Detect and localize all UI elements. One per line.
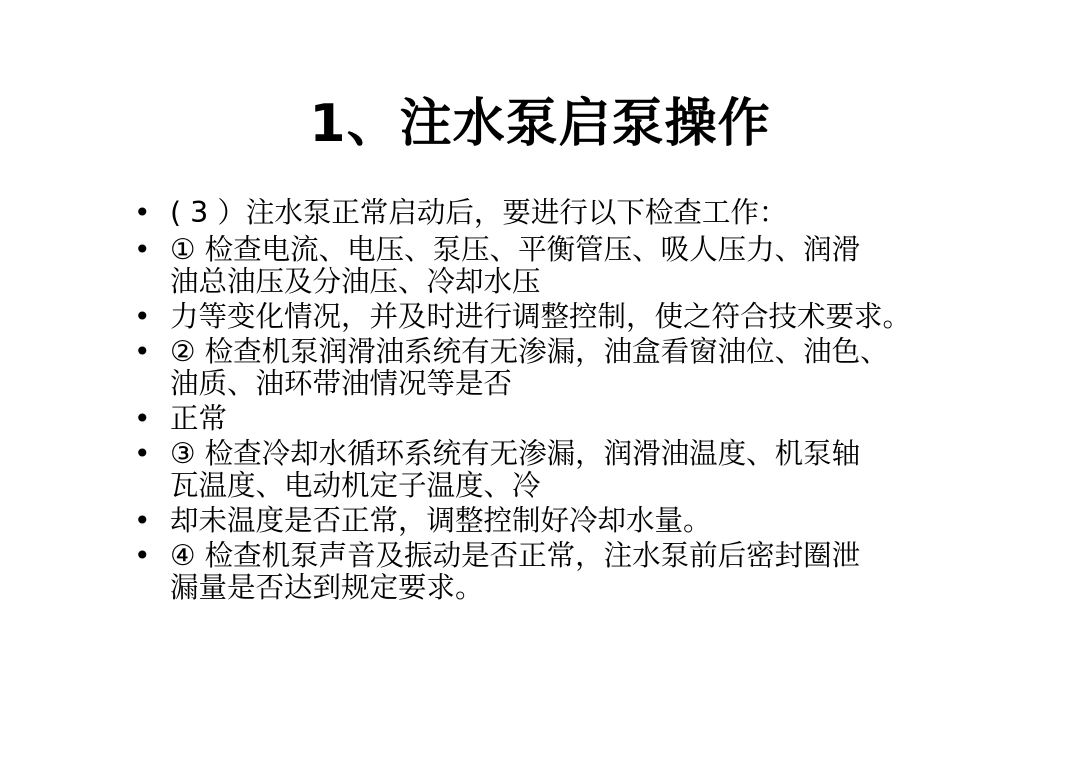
list-item [130,301,990,333]
list-item [130,403,990,435]
bullet-icon: • [134,300,151,333]
list-item [130,234,990,298]
bullet-icon: • [134,437,151,470]
bullet-icon: • [134,196,151,229]
list-item-text: ① 检查电流、电压、泵压、平衡管压、吸人压力、润滑 [170,233,861,266]
list-item-text: ④ 检查机泵声音及振动是否正常，注水泵前后密封圈泄 [170,539,861,572]
bullet-icon: • [134,539,151,572]
list-item [130,336,990,400]
list-item-text: 瓦温度、电动机定子温度、冷 [170,469,541,502]
bullet-icon: • [134,402,151,435]
list-item-text: 漏量是否达到规定要求。 [170,571,484,604]
list-item-text: ( 3 ）注水泵正常启动后，要进行以下检查工作： [170,196,788,229]
bullet-icon: • [134,233,151,266]
slide-title: 1、注水泵启泵操作 [309,94,771,154]
list-item-text: 油总油压及分油压、冷却水压 [170,265,541,298]
list-item [130,197,990,229]
list-item [130,540,990,604]
list-item [130,438,990,502]
list-item-text: ③ 检查冷却水循环系统有无渗漏，润滑油温度、机泵轴 [170,437,861,470]
list-item-text: ② 检查机泵润滑油系统有无渗漏，油盒看窗油位、油色、 [170,335,889,368]
list-item-text: 力等变化情况，并及时进行调整控制，使之符合技术要求。 [170,300,912,333]
bullet-icon: • [134,335,151,368]
bullet-icon: • [134,504,151,537]
list-item-text: 正常 [170,402,228,435]
list-item-text: 却未温度是否正常，调整控制好冷却水量。 [170,504,712,537]
list-item-text: 油质、油环带油情况等是否 [170,367,513,400]
bullet-list [130,197,990,607]
list-item [130,505,990,537]
